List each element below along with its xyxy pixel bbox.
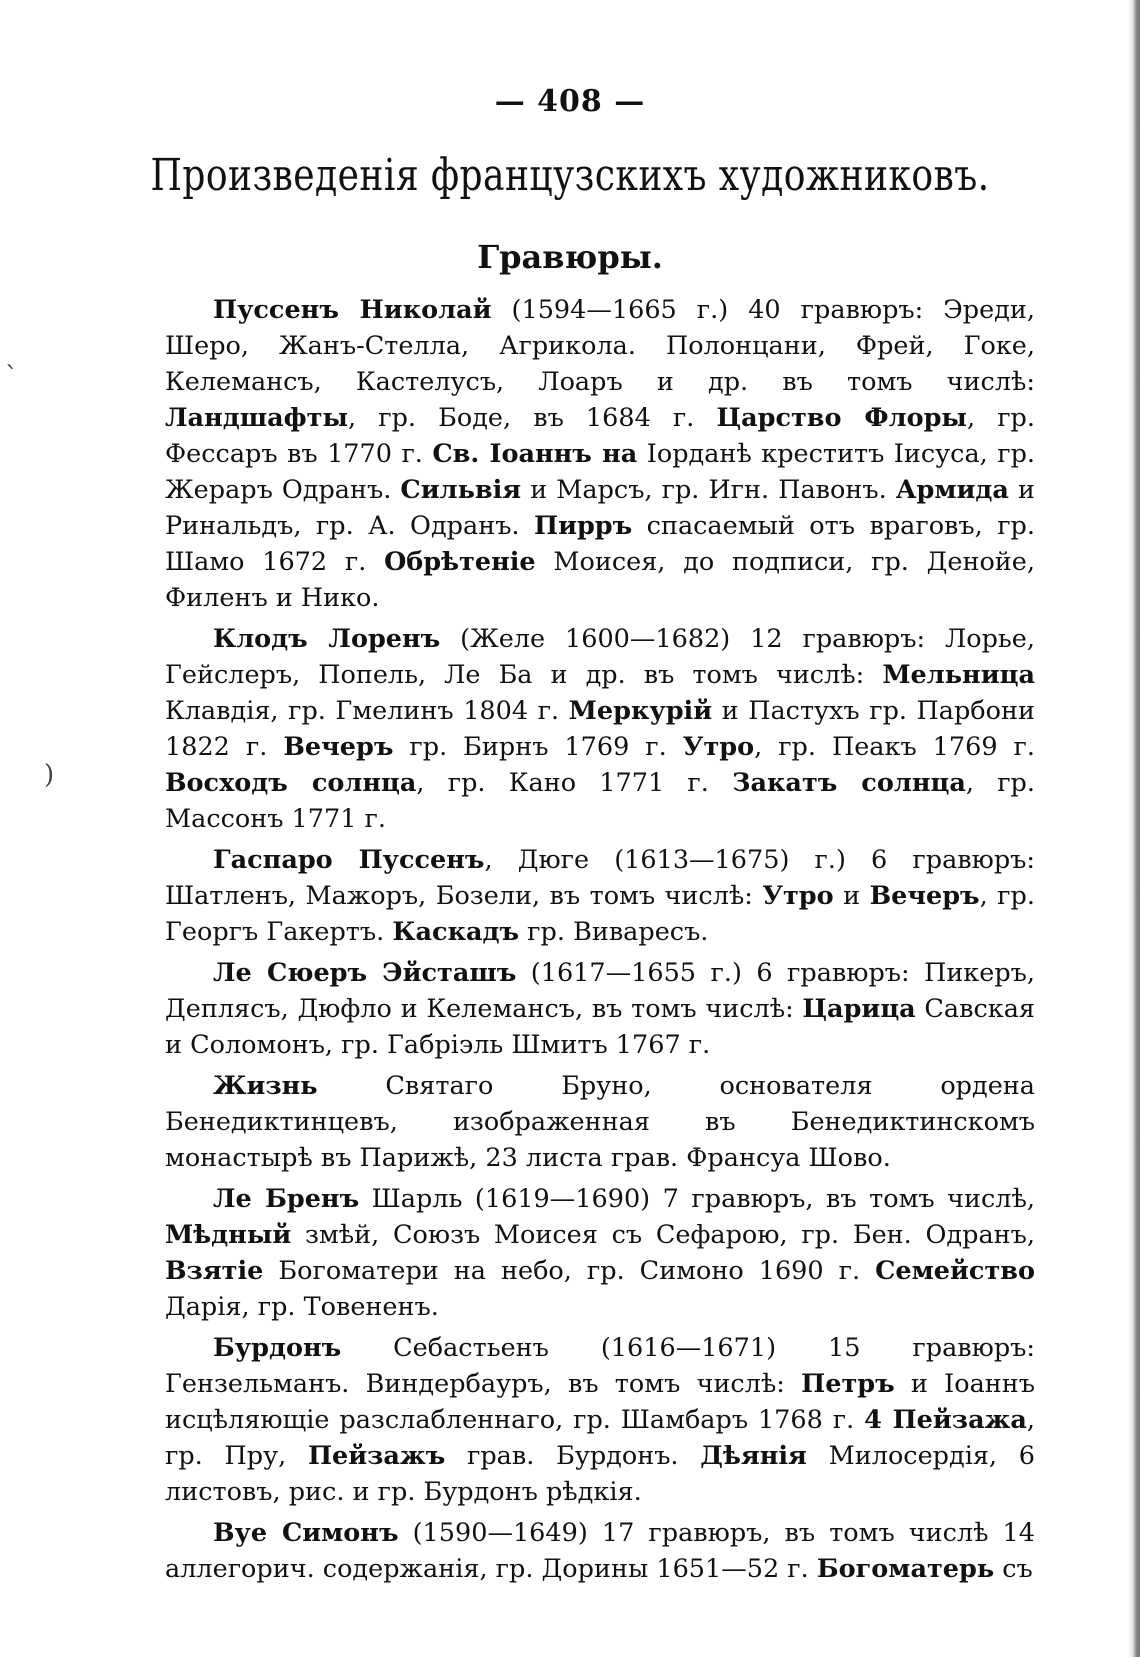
artist-name: Гаспаро Пуссенъ — [213, 845, 485, 875]
artist-name: Ле Сюеръ Эйсташъ — [213, 958, 517, 988]
artist-name: Ле Бренъ — [213, 1184, 360, 1214]
entry-gaspard-poussin: Гаспаро Пуссенъ, Дюге (1613—1675) г.) 6 гравюръ: Шатленъ, Мажоръ, Бозели, въ томъ числѣ: Утро и Вечеръ, гр. Георгъ Гакертъ. Каскадъ гр. Виваресъ. — [165, 845, 1035, 947]
margin-mark: ˋ — [5, 362, 18, 392]
entry-vouet: Вуе Симонъ (1590—1649) 17 гравюръ, въ томъ числѣ 14 аллегорич. содержанія, гр. Дорины 1651—52 г. Богоматерь съ — [165, 1518, 1036, 1584]
artist-name: Жизнь — [213, 1071, 318, 1101]
page-title: Произведенія французскихъ художниковъ. — [150, 150, 990, 201]
entry-poussin-nicolas: Пуссенъ Николай (1594—1665 г.) 40 гравюръ: Эреди, Шеро, Жанъ-Стелла, Агрикола. Полонцани, Фрей, Гоке, Келемансъ, Кастелусъ, Лоаръ и др. въ томъ числѣ: Ландшафты, гр. Боде, въ 1684 г. Царство Флоры, гр. Фессаръ въ 1770 г. Св. Іоаннъ на Іорданѣ креститъ Іисуса, гр. Жераръ Одранъ. Сильвія и Марсъ, гр. Игн. Павонъ. Армида и Ринальдъ, гр. А. Одранъ. Пирръ спасаемый отъ враговъ, гр. Шамо 1672 г. Обрѣтеніе Моисея, до подписи, гр. Денойе, Филенъ и Нико. — [165, 295, 1036, 613]
section-heading: Гравюры. — [477, 238, 663, 276]
artist-name: Пуссенъ Николай — [213, 295, 492, 325]
entry-le-sueur: Ле Сюеръ Эйсташъ (1617—1655 г.) 6 гравюръ: Пикеръ, Деплясъ, Дюфло и Келемансъ, въ томъ числѣ: Царица Савская и Соломонъ, гр. Габріэль Шмитъ 1767 г. — [165, 958, 1035, 1060]
artist-name: Бурдонъ — [213, 1333, 342, 1363]
body-text — [165, 292, 1035, 1592]
entry-claude-lorrain: Клодъ Лоренъ (Желе 1600—1682) 12 гравюръ: Лорье, Гейслеръ, Попель, Ле Ба и др. въ томъ числѣ: Мельница Клавдія, гр. Гмелинъ 1804 г. Меркурій и Пастухъ гр. Парбони 1822 г. Вечеръ гр. Бирнъ 1769 г. Утро, гр. Пеакъ 1769 г. Восходъ солнца, гр. Кано 1771 г. Закатъ солнца, гр. Массонъ 1771 г. — [165, 624, 1036, 834]
artist-name: Клодъ Лоренъ — [213, 624, 441, 654]
entry-le-brun: Ле Бренъ Шарль (1619—1690) 7 гравюръ, въ томъ числѣ, Мѣдный змѣй, Союзъ Моисея съ Сефарою, гр. Бен. Одранъ, Взятіе Богоматери на небо, гр. Симоно 1690 г. Семейство Дарія, гр. Товененъ. — [165, 1184, 1035, 1322]
margin-mark: ) — [44, 760, 55, 790]
artist-name: Вуе Симонъ — [213, 1518, 399, 1548]
entry-bourdon: Бурдонъ Себастьенъ (1616—1671) 15 гравюръ: Гензельманъ. Виндербауръ, въ томъ числѣ: Петръ и Іоаннъ исцѣляющіе разслабленнаго, гр. Шамбаръ 1768 г. 4 Пейзажа, гр. Пру, Пейзажъ грав. Бурдонъ. Дѣянія Милосердія, 6 листовъ, рис. и гр. Бурдонъ рѣдкія. — [165, 1333, 1035, 1507]
entry-life-of-bruno: Жизнь Святаго Бруно, основателя ордена Бенедиктинцевъ, изображенная въ Бенедиктинскомъ монастырѣ въ Парижѣ, 23 листа грав. Франсуа Шово. — [165, 1071, 1035, 1173]
page-number: — 408 — — [494, 84, 646, 119]
